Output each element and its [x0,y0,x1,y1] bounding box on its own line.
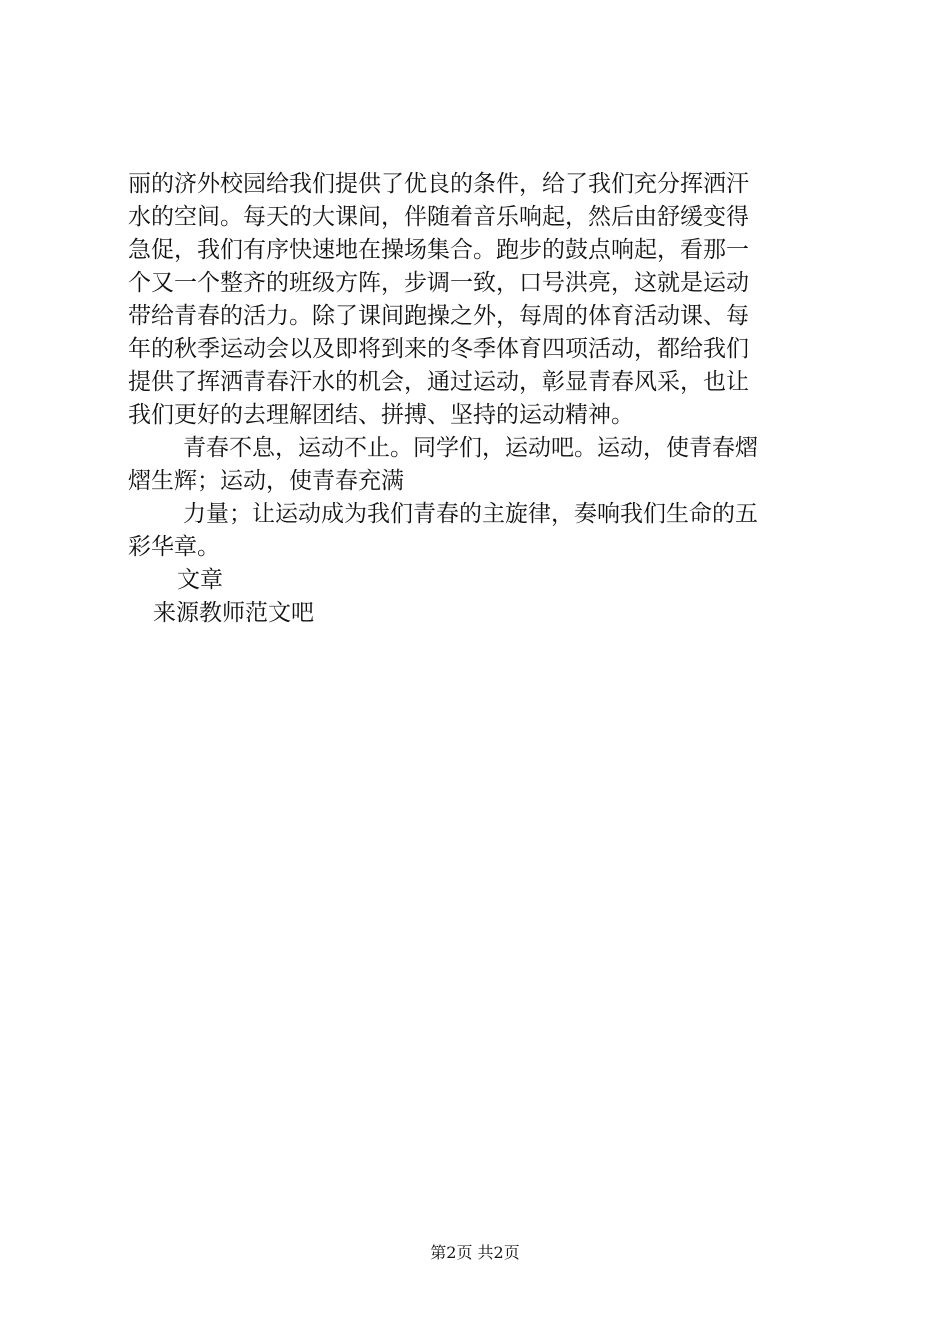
paragraph-line: 水的空间。每天的大课间，伴随着音乐响起，然后由舒缓变得 [128,204,749,230]
paragraph-line: 提供了挥洒青春汗水的机会，通过运动，彰显青春风采，也让 [128,369,749,395]
paragraph-line: 急促，我们有序快速地在操场集合。跑步的鼓点响起，看那一 [128,237,749,263]
document-body [128,168,832,630]
paragraph-line: 年的秋季运动会以及即将到来的冬季体育四项活动，都给我们 [128,336,749,362]
paragraph-line: 熠生辉；运动，使青春充满 [128,468,404,494]
article-label: 文章 [177,567,223,593]
paragraph-line: 青春不息，运动不止。同学们，运动吧。运动，使青春熠 [183,435,758,461]
paragraph-line: 带给青春的活力。除了课间跑操之外，每周的体育活动课、每 [128,303,749,329]
page-footer: 第2页 共2页 [430,1243,520,1262]
paragraph-line: 力量；让运动成为我们青春的主旋律，奏响我们生命的五 [183,501,758,527]
paragraph-line: 个又一个整齐的班级方阵，步调一致，口号洪亮，这就是运动 [128,270,749,296]
paragraph-line: 我们更好的去理解团结、拼搏、坚持的运动精神。 [128,402,634,428]
paragraph-line: 丽的济外校园给我们提供了优良的条件，给了我们充分挥洒汗 [128,171,749,197]
paragraph-line: 彩华章。 [128,534,220,560]
source-label: 来源教师范文吧 [153,600,314,626]
